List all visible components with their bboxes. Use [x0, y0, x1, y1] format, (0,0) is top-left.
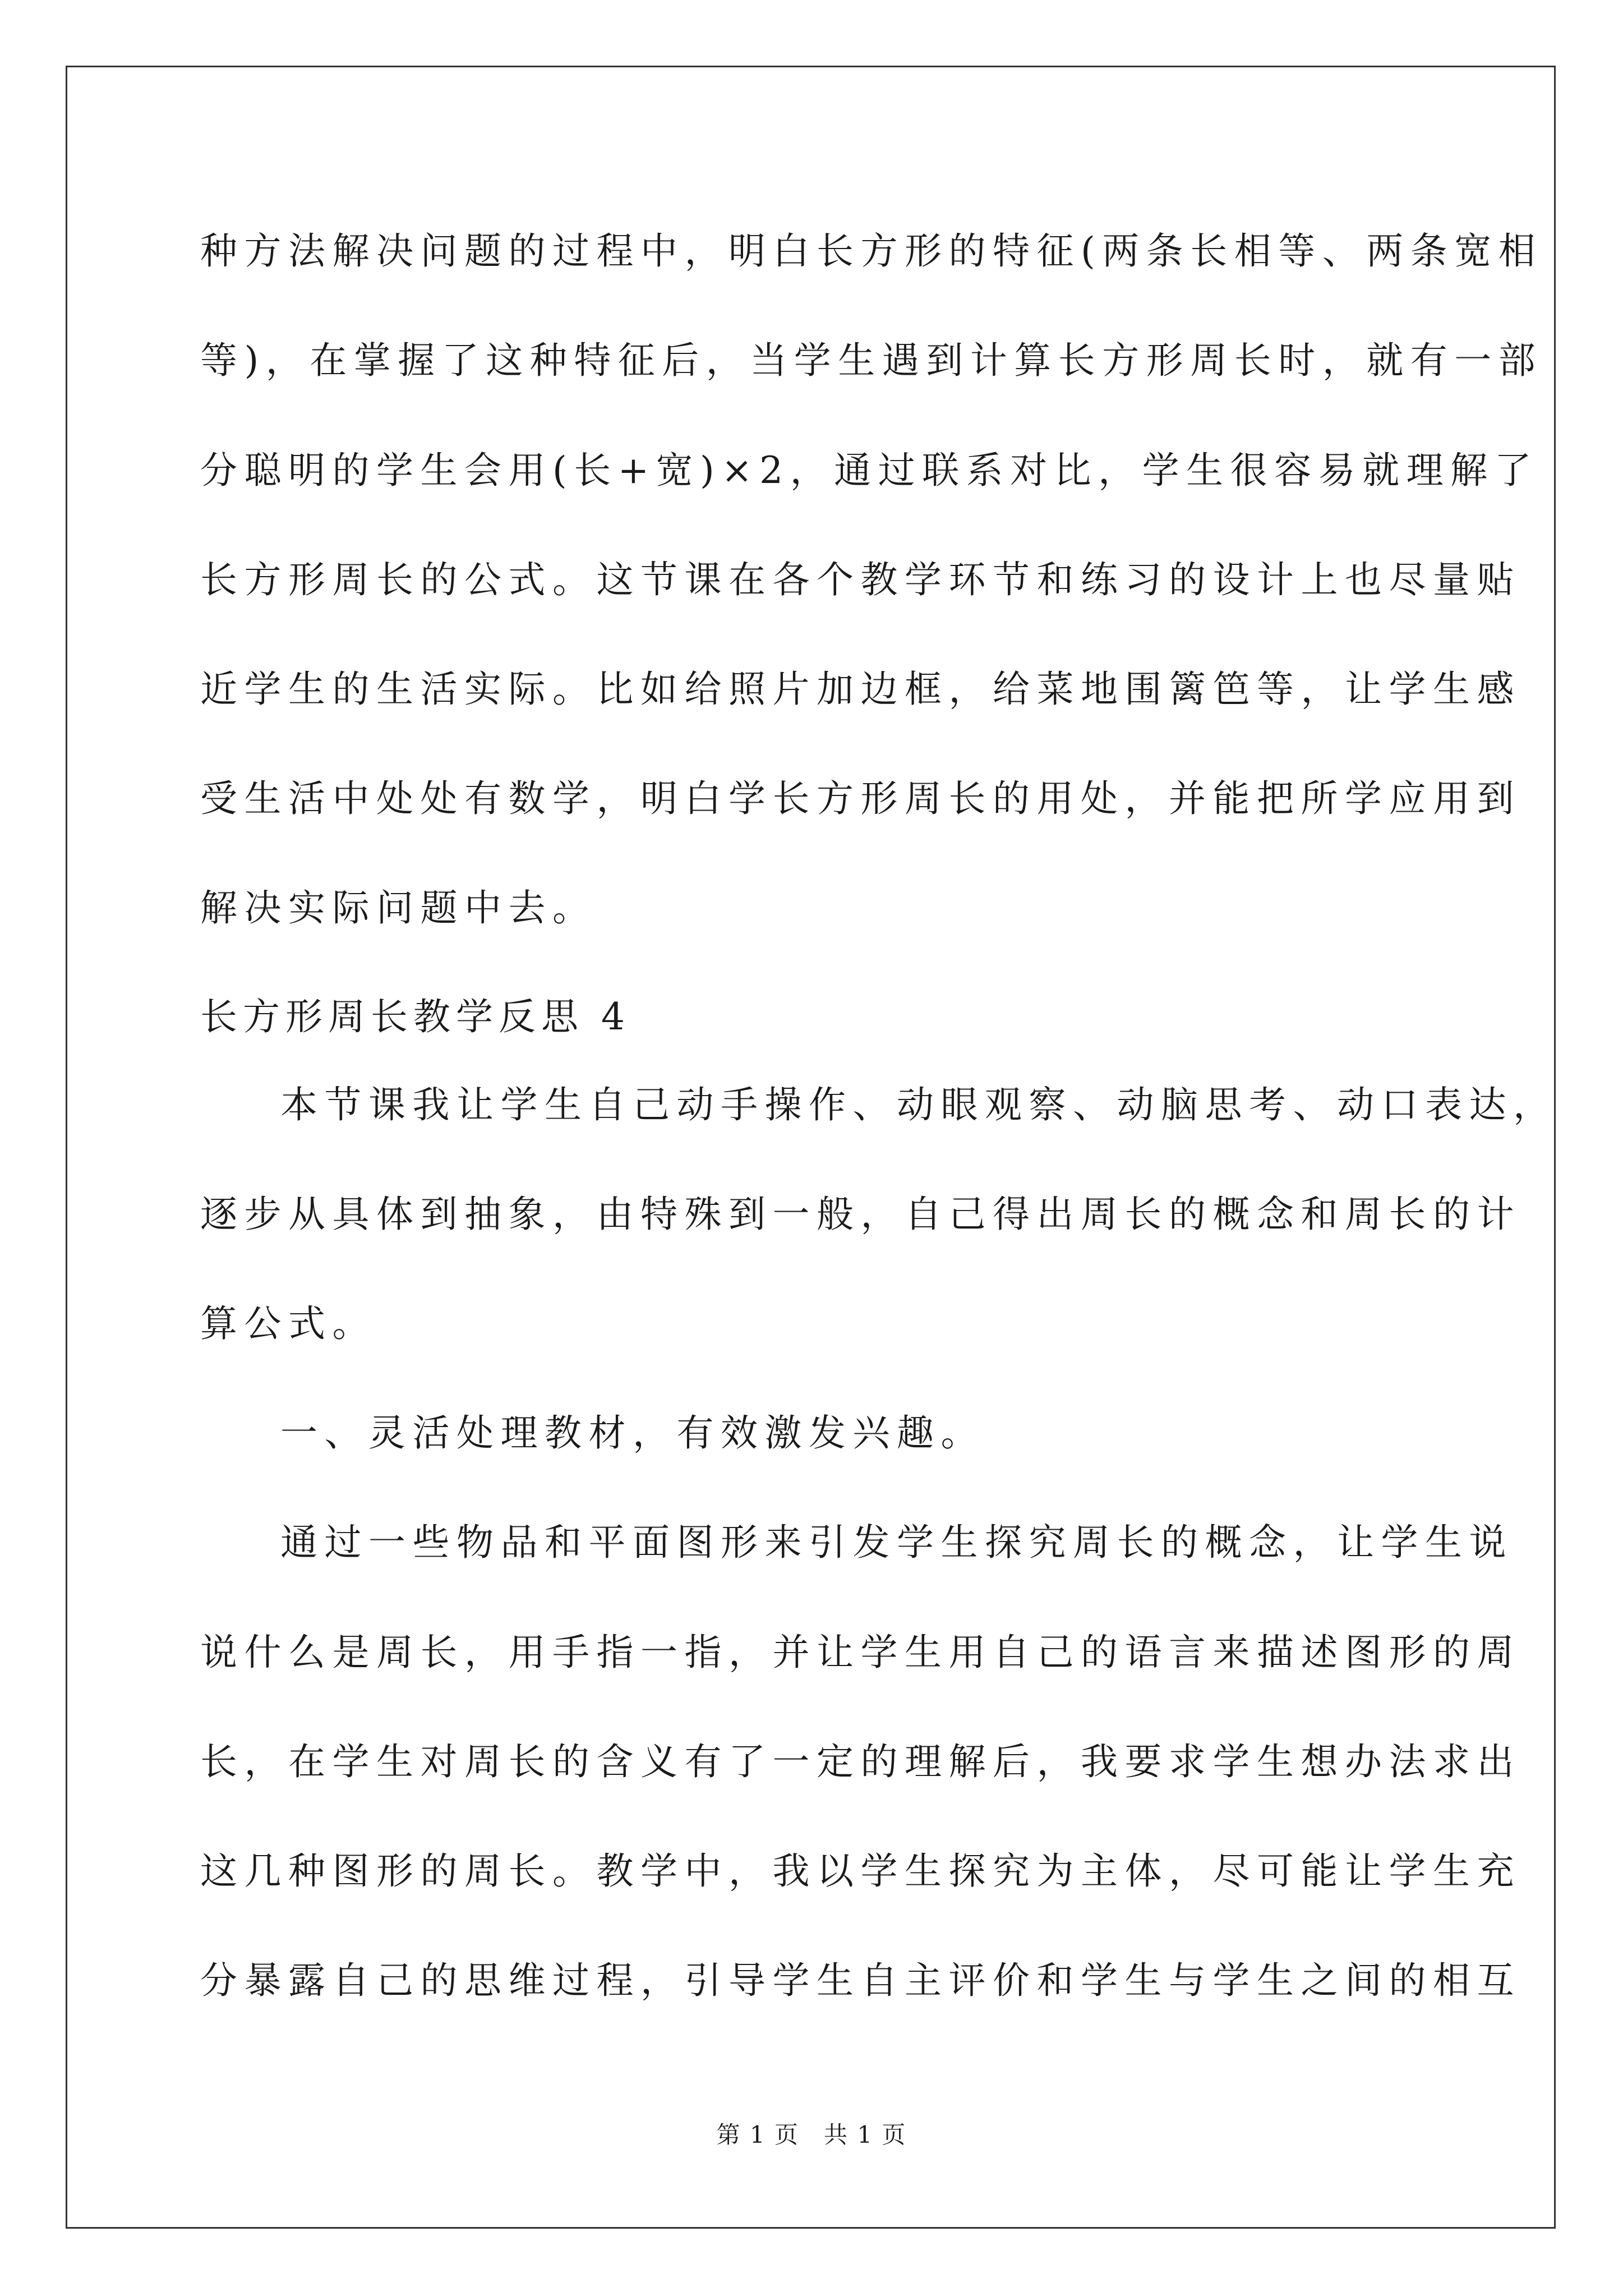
paragraph-line: 通过一些物品和平面图形来引发学生探究周长的概念，让学生说 — [280, 1521, 1513, 1564]
paragraph-line: 分暴露自己的思维过程，引导学生自主评价和学生与学生之间的相互 — [200, 1959, 1521, 2002]
page-border — [66, 66, 1556, 2229]
paragraph-line: 算公式。 — [200, 1302, 376, 1345]
paragraph-line: 说什么是周长，用手指一指，并让学生用自己的语言来描述图形的周 — [200, 1631, 1521, 1674]
paragraph-line: 长，在学生对周长的含义有了一定的理解后，我要求学生想办法求出 — [200, 1740, 1521, 1783]
paragraph-line: 逐步从具体到抽象，由特殊到一般，自己得出周长的概念和周长的计 — [200, 1193, 1521, 1236]
paragraph-line: 解决实际问题中去。 — [200, 886, 597, 930]
paragraph-line: 近学生的生活实际。比如给照片加边框，给菜地围篱笆等，让学生感 — [200, 668, 1521, 711]
paragraph-line: 长方形周长的公式。这节课在各个教学环节和练习的设计上也尽量贴 — [200, 558, 1521, 601]
section-heading: 长方形周长教学反思 4 — [200, 995, 630, 1038]
paragraph-line: 分聪明的学生会用(长+宽)×2，通过联系对比，学生很容易就理解了 — [200, 449, 1539, 492]
paragraph-line: 种方法解决问题的过程中，明白长方形的特征(两条长相等、两条宽相 — [200, 229, 1543, 273]
paragraph-line: 等)，在掌握了这种特征后，当学生遇到计算长方形周长时，就有一部 — [200, 339, 1543, 382]
paragraph-line: 本节课我让学生自己动手操作、动眼观察、动脑思考、动口表达， — [280, 1083, 1557, 1126]
subheading: 一、灵活处理教材，有效激发兴趣。 — [280, 1411, 985, 1455]
paragraph-line: 这几种图形的周长。教学中，我以学生探究为主体，尽可能让学生充 — [200, 1849, 1521, 1893]
page-footer: 第 1 页 共 1 页 — [716, 2121, 907, 2148]
paragraph-line: 受生活中处处有数学，明白学长方形周长的用处，并能把所学应用到 — [200, 777, 1521, 820]
